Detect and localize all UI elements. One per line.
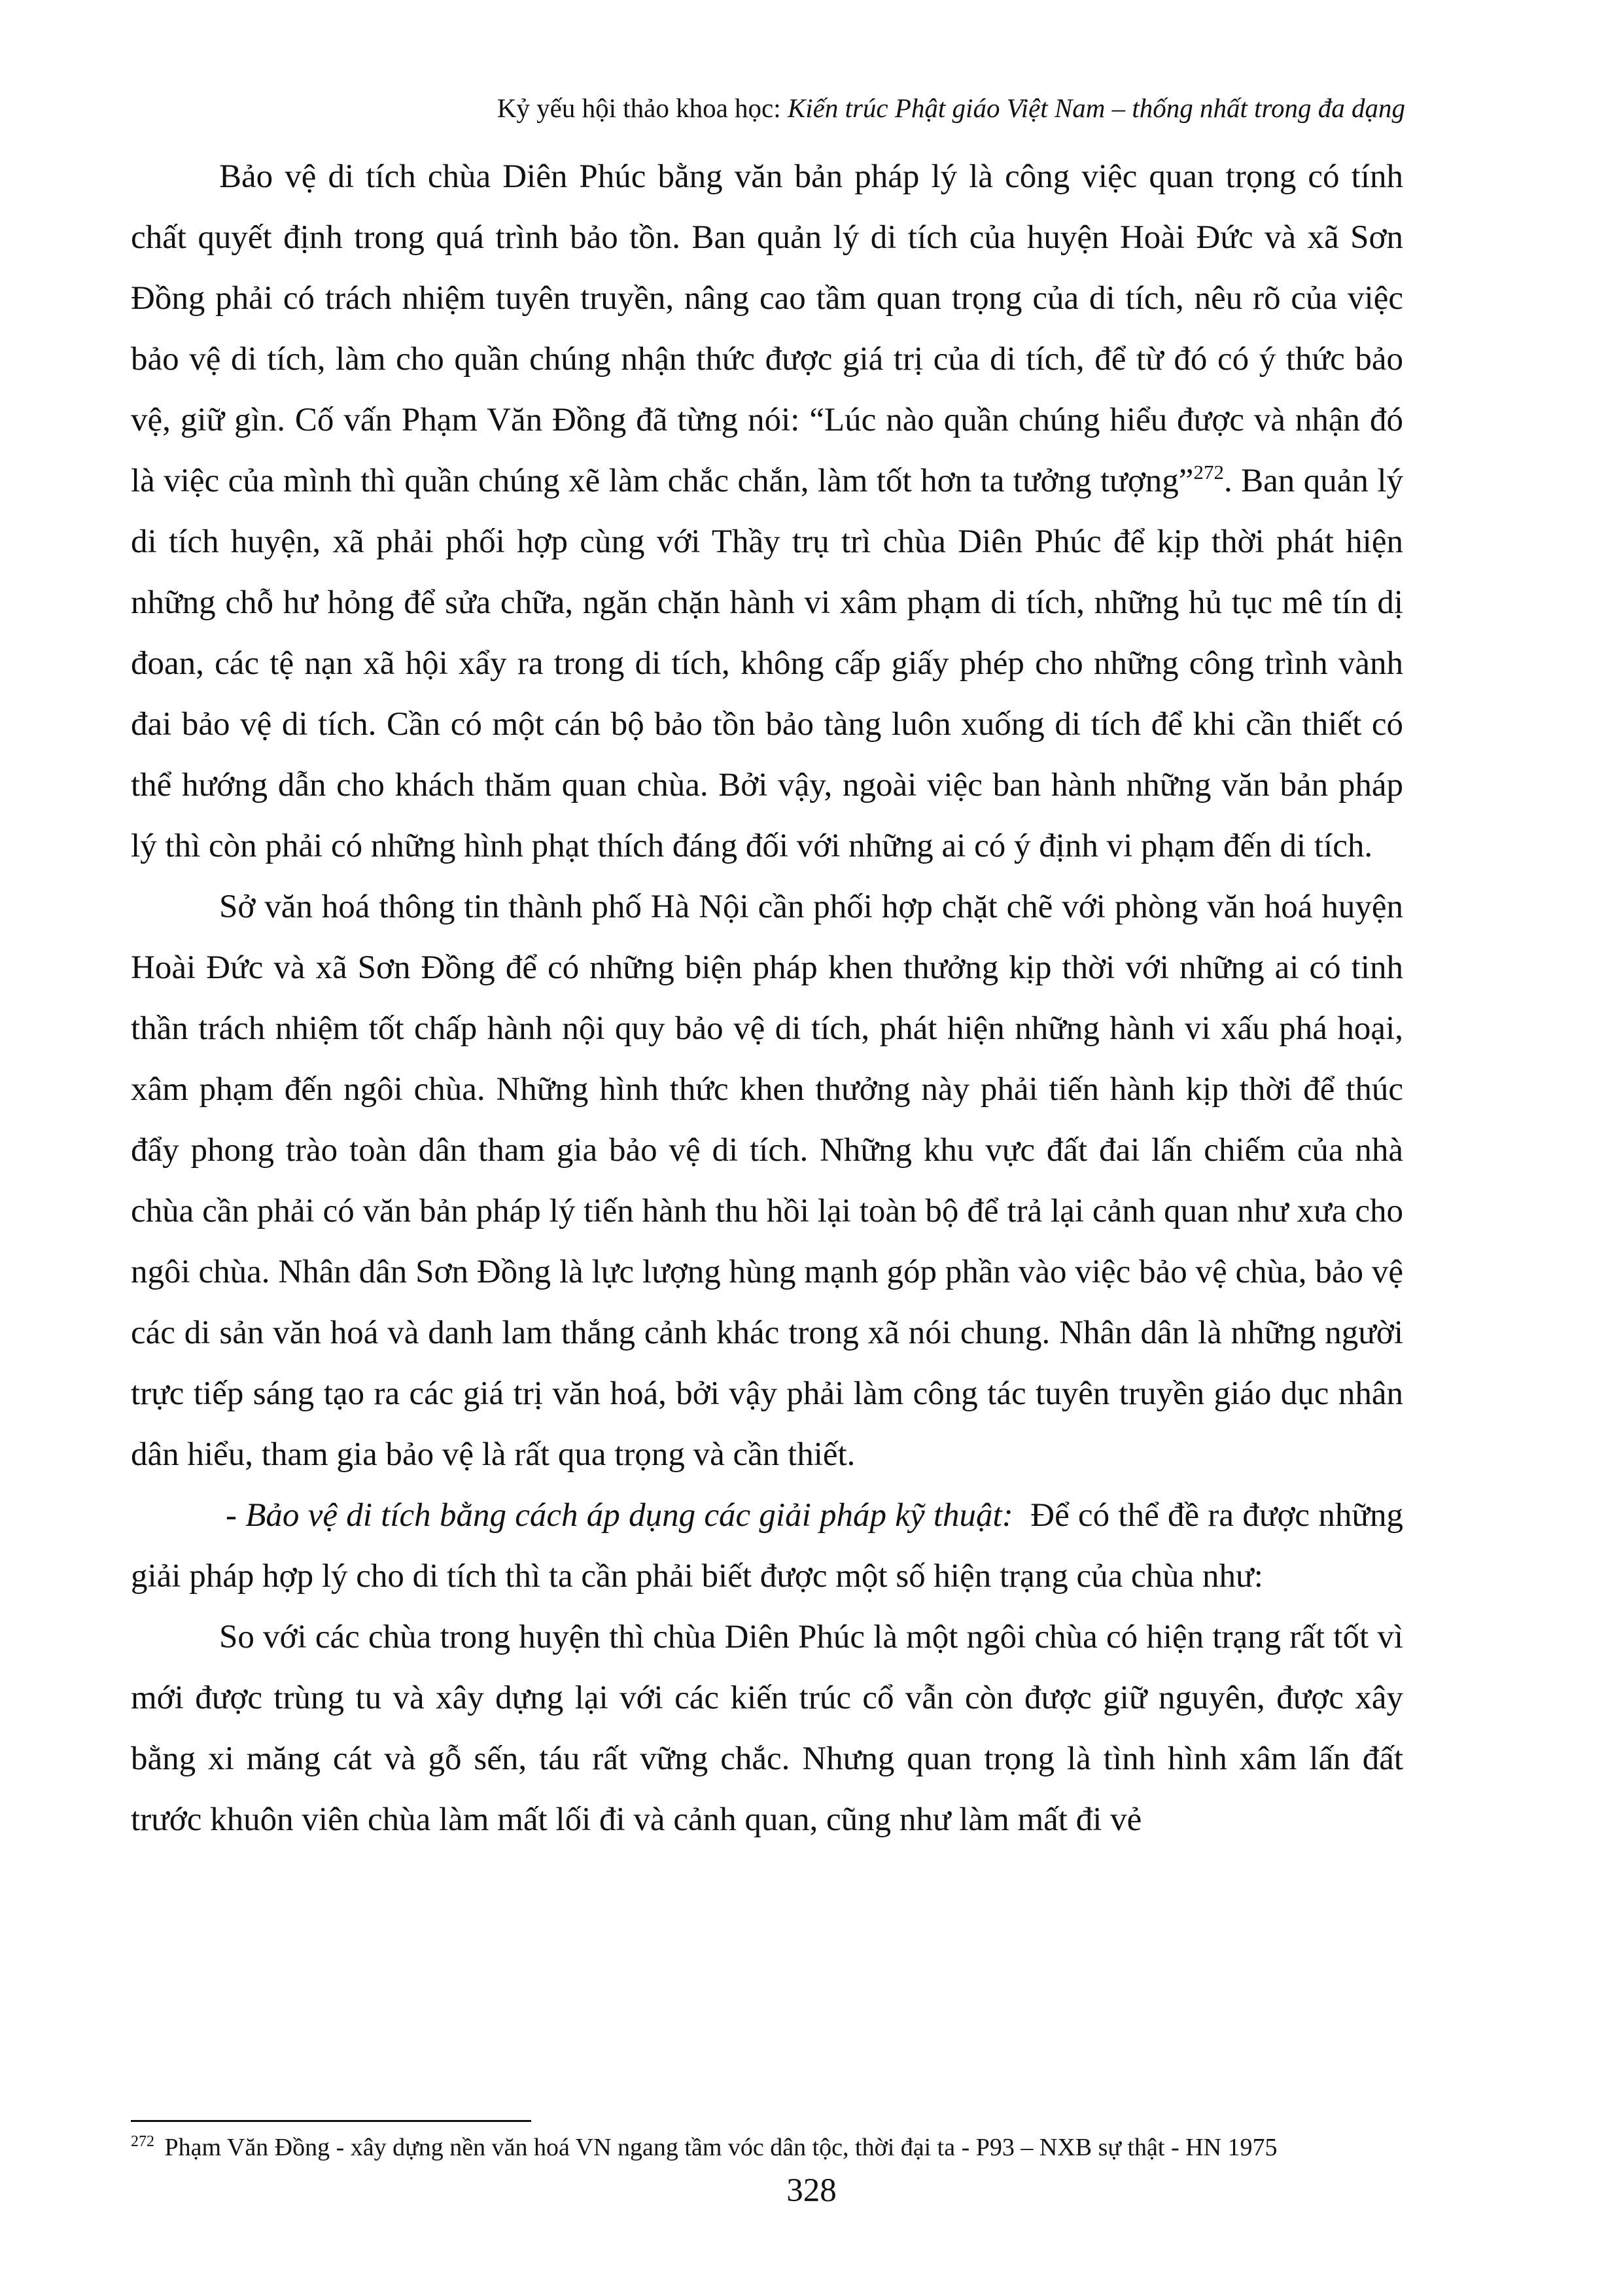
paragraph-4: So với các chùa trong huyện thì chùa Diên Phúc là một ngôi chùa có hiện trạng rất tốt vì mới được trùng tu và xây dựng lại với các kiến trúc cổ vẫn còn được giữ nguyên, được xây bằng xi măng cát và gỗ sến, táu rất vững chắc. Nhưng quan trọng là tình hình xâm lấn đất trước khuôn viên chùa làm mất lối đi và cảnh quan, cũng như làm mất đi vẻ bbox=[131, 1619, 1403, 1838]
footnote-divider bbox=[131, 2120, 531, 2122]
paragraph-2: Sở văn hoá thông tin thành phố Hà Nội cần phối hợp chặt chẽ với phòng văn hoá huyện Hoài Đức và xã Sơn Đồng để có những biện pháp khen thưởng kịp thời với những ai có tinh thần trách nhiệm tốt chấp hành nội quy bảo vệ di tích, phát hiện những hành vi xấu phá hoại, xâm phạm đến ngôi chùa. Những hình thức khen thưởng này phải tiến hành kịp thời để thúc đẩy phong trào toàn dân tham gia bảo vệ di tích. Những khu vực đất đai lấn chiếm của nhà chùa cần phải có văn bản pháp lý tiến hành thu hồi lại toàn bộ để trả lại cảnh quan như xưa cho ngôi chùa. Nhân dân Sơn Đồng là lực lượng hùng mạnh góp phần vào việc bảo vệ chùa, bảo vệ các di sản văn hoá và danh lam thắng cảnh khác trong xã nói chung. Nhân dân là những người trực tiếp sáng tạo ra các giá trị văn hoá, bởi vậy phải làm công tác tuyên truyền giáo dục nhân dân hiểu, tham gia bảo vệ là rất qua trọng và cần thiết. bbox=[131, 889, 1403, 1473]
paragraph-1-text-b: . Ban quản lý di tích huyện, xã phải phối hợp cùng với Thầy trụ trì chùa Diên Phúc để kịp thời phát hiện những chỗ hư hỏng để sửa chữa, ngăn chặn hành vi xâm phạm di tích, những hủ tục mê tín dị đoan, các tệ nạn xã hội xẩy ra trong di tích, không cấp giấy phép cho những công trình vành đai bảo vệ di tích. Cần có một cán bộ bảo tồn bảo tàng luôn xuống di tích để khi cần thiết có thể hướng dẫn cho khách thăm quan chùa. Bởi vậy, ngoài việc ban hành những văn bản pháp lý thì còn phải có những hình phạt thích đáng đối với những ai có ý định vi phạm đến di tích. bbox=[131, 463, 1403, 864]
footnote-reference[interactable]: 272 bbox=[1193, 461, 1224, 484]
subsection-heading: - Bảo vệ di tích bằng cách áp dụng các giải pháp kỹ thuật: bbox=[226, 1497, 1013, 1534]
body-text bbox=[131, 147, 1412, 1850]
paragraph-1 bbox=[131, 147, 1403, 877]
paragraph-1-text-a: Bảo vệ di tích chùa Diên Phúc bằng văn bản pháp lý là công việc quan trọng có tính chất quyết định trong quá trình bảo tồn. Ban quản lý di tích của huyện Hoài Đức và xã Sơn Đồng phải có trách nhiệm tuyên truyền, nâng cao tầm quan trọng của di tích, nêu rõ của việc bảo vệ di tích, làm cho quần chúng nhận thức được giá trị của di tích, để từ đó có ý thức bảo vệ, giữ gìn. Cố vấn Phạm Văn Đồng đã từng nói: “Lúc nào quần chúng hiểu được và nhận đó là việc của mình thì quần chúng xẽ làm chắc chắn, làm tốt hơn ta tưởng tượng” bbox=[131, 158, 1403, 499]
paragraph-3-text: Để có thể đề ra được những giải pháp hợp lý cho di tích thì ta cần phải biết được một số hiện trạng của chùa như: bbox=[131, 1497, 1412, 1595]
footnote bbox=[131, 2131, 1413, 2164]
footnote-text: Phạm Văn Đồng - xây dựng nền văn hoá VN ngang tầm vóc dân tộc, thời đại ta - P93 – NXB sự thật - HN 1975 bbox=[158, 2134, 1278, 2161]
header-prefix: Kỷ yếu hội thảo khoa học: bbox=[497, 93, 788, 123]
footnote-number: 272 bbox=[131, 2133, 154, 2150]
page-number: 328 bbox=[786, 2172, 837, 2209]
paragraph-3 bbox=[131, 1485, 1412, 1607]
header-title: Kiến trúc Phật giáo Việt Nam – thống nhất trong đa dạng bbox=[787, 93, 1405, 123]
running-header bbox=[497, 92, 1405, 124]
